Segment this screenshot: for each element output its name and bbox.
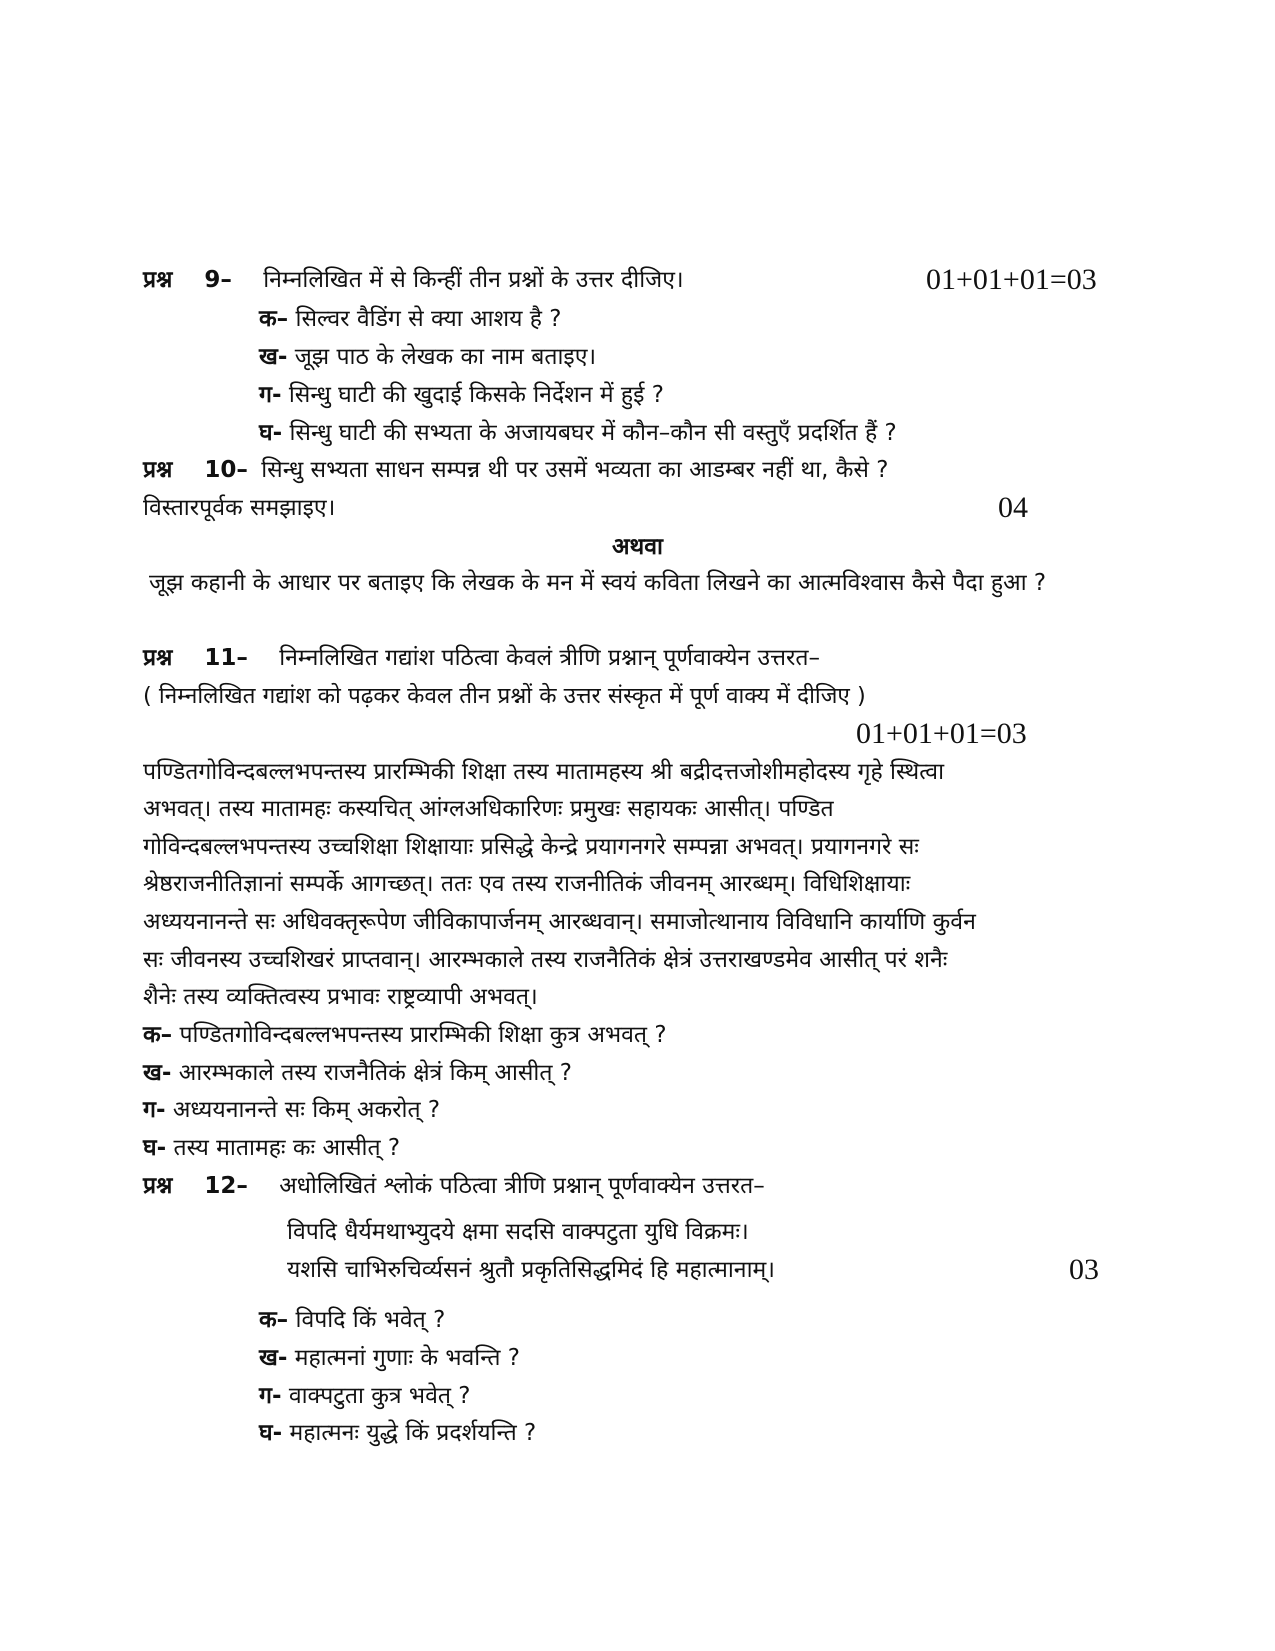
- q10-or-heading: अथवा: [611, 534, 663, 560]
- q10-text-cont: विस्तारपूर्वक समझाइए।: [143, 495, 336, 521]
- q12-item-ga: ग- वाक्पटुता कुत्र भवेत् ?: [259, 1383, 471, 1409]
- q10-label: प्रश्न 10–: [143, 457, 248, 483]
- q11-heading: [143, 641, 820, 675]
- q11-text: निम्नलिखित गद्यांश पठित्वा केवलं त्रीणि प्रश्नान् पूर्णवाक्येन उत्तरत–: [279, 645, 821, 671]
- q10-marks: 04: [998, 491, 1028, 524]
- q12-item-ka: क– विपदि किं भवेत् ?: [259, 1307, 446, 1333]
- q12-item-gha: घ- महात्मनः युद्धे किं प्रदर्शयन्ति ?: [259, 1420, 537, 1446]
- q11-passage-line: गोविन्दबल्लभपन्तस्य उच्चशिक्षा शिक्षायाः प्रसिद्धे केन्द्रे प्रयागनगरे सम्पन्ना अभवत्। प्रयागनगरे सः: [143, 834, 919, 860]
- q9-text: निम्नलिखित में से किन्हीं तीन प्रश्नों के उत्तर दीजिए।: [263, 267, 684, 293]
- q9-item-gha: घ- सिन्धु घाटी की सभ्यता के अजायबघर में कौन–कौन सी वस्तुएँ प्रदर्शित हैं ?: [259, 420, 897, 446]
- q9-item-kha: ख- जूझ पाठ के लेखक का नाम बताइए।: [259, 344, 597, 370]
- q11-passage-line: श्रेष्ठराजनीतिज्ञानां सम्पर्के आगच्छत्। ततः एव तस्य राजनीतिकं जीवनम् आरब्धम्। विधिशिक्षायाः: [143, 871, 911, 897]
- q9-item-ga: ग- सिन्धु घाटी की खुदाई किसके निर्देशन में हुई ?: [259, 382, 664, 408]
- q12-text: अधोलिखितं श्लोकं पठित्वा त्रीणि प्रश्नान् पूर्णवाक्येन उत्तरत–: [279, 1173, 765, 1199]
- q12-label: प्रश्न 12–: [143, 1173, 248, 1199]
- q11-passage-line: पण्डितगोविन्दबल्लभपन्तस्य प्रारम्भिकी शिक्षा तस्य मातामहस्य श्री बद्रीदत्तजोशीमहोदस्य गृहे स्थित्वा: [143, 759, 945, 785]
- q12-item-kha: ख- महात्मनां गुणाः के भवन्ति ?: [259, 1345, 520, 1371]
- q10-text: सिन्धु सभ्यता साधन सम्पन्न थी पर उसमें भव्यता का आडम्बर नहीं था, कैसे ?: [261, 457, 889, 483]
- q11-passage-line: अभवत्। तस्य मातामहः कस्यचित् आंग्लअधिकारिणः प्रमुखः सहायकः आसीत्। पण्डित: [143, 796, 834, 822]
- q12-verse-line: विपदि धैर्यमथाभ्युदये क्षमा सदसि वाक्पटुता युधि विक्रमः।: [287, 1219, 749, 1245]
- q12-heading: [143, 1169, 765, 1203]
- q11-item-ka: क– पण्डितगोविन्दबल्लभपन्तस्य प्रारम्भिकी शिक्षा कुत्र अभवत् ?: [143, 1022, 667, 1048]
- q12-marks: 03: [1069, 1253, 1099, 1286]
- q12-verse-line: यशसि चाभिरुचिर्व्यसनं श्रुतौ प्रकृतिसिद्धमिदं हि महात्मानाम्।: [287, 1257, 775, 1283]
- q11-marks: 01+01+01=03: [856, 717, 1027, 750]
- q9-heading: [143, 263, 684, 297]
- q10-alternative: जूझ कहानी के आधार पर बताइए कि लेखक के मन में स्वयं कविता लिखने का आत्मविश्वास कैसे पैदा हुआ ?: [149, 570, 1047, 596]
- q11-passage-line: सः जीवनस्य उच्चशिखरं प्राप्तवान्। आरम्भकाले तस्य राजनैतिकं क्षेत्रं उत्तराखण्डमेव आसीत् परं शनैः: [143, 947, 948, 973]
- q11-passage-line: अध्ययनानन्ते सः अधिवक्तृरूपेण जीविकापार्जनम् आरब्धवान्। समाजोत्थानाय विविधानि कार्याणि कुर्वन: [143, 909, 976, 935]
- q11-label: प्रश्न 11–: [143, 645, 248, 671]
- q11-passage-line: शैनेः तस्य व्यक्तित्वस्य प्रभावः राष्ट्रव्यापी अभवत्।: [143, 984, 538, 1010]
- q10-heading: [143, 453, 889, 487]
- q11-item-ga: ग- अध्ययनानन्ते सः किम् अकरोत् ?: [143, 1097, 441, 1123]
- q11-item-gha: घ- तस्य मातामहः कः आसीत् ?: [143, 1135, 401, 1161]
- q11-hindi-instruction: ( निम्नलिखित गद्यांश को पढ़कर केवल तीन प्रश्नों के उत्तर संस्कृत में पूर्ण वाक्य में दीजिए ): [143, 683, 866, 709]
- q9-marks: 01+01+01=03: [926, 263, 1097, 296]
- q9-label: प्रश्न 9–: [143, 267, 232, 293]
- q11-item-kha: ख- आरम्भकाले तस्य राजनैतिकं क्षेत्रं किम् आसीत् ?: [143, 1060, 572, 1086]
- q9-item-ka: क– सिल्वर वैडिंग से क्या आशय है ?: [259, 306, 562, 332]
